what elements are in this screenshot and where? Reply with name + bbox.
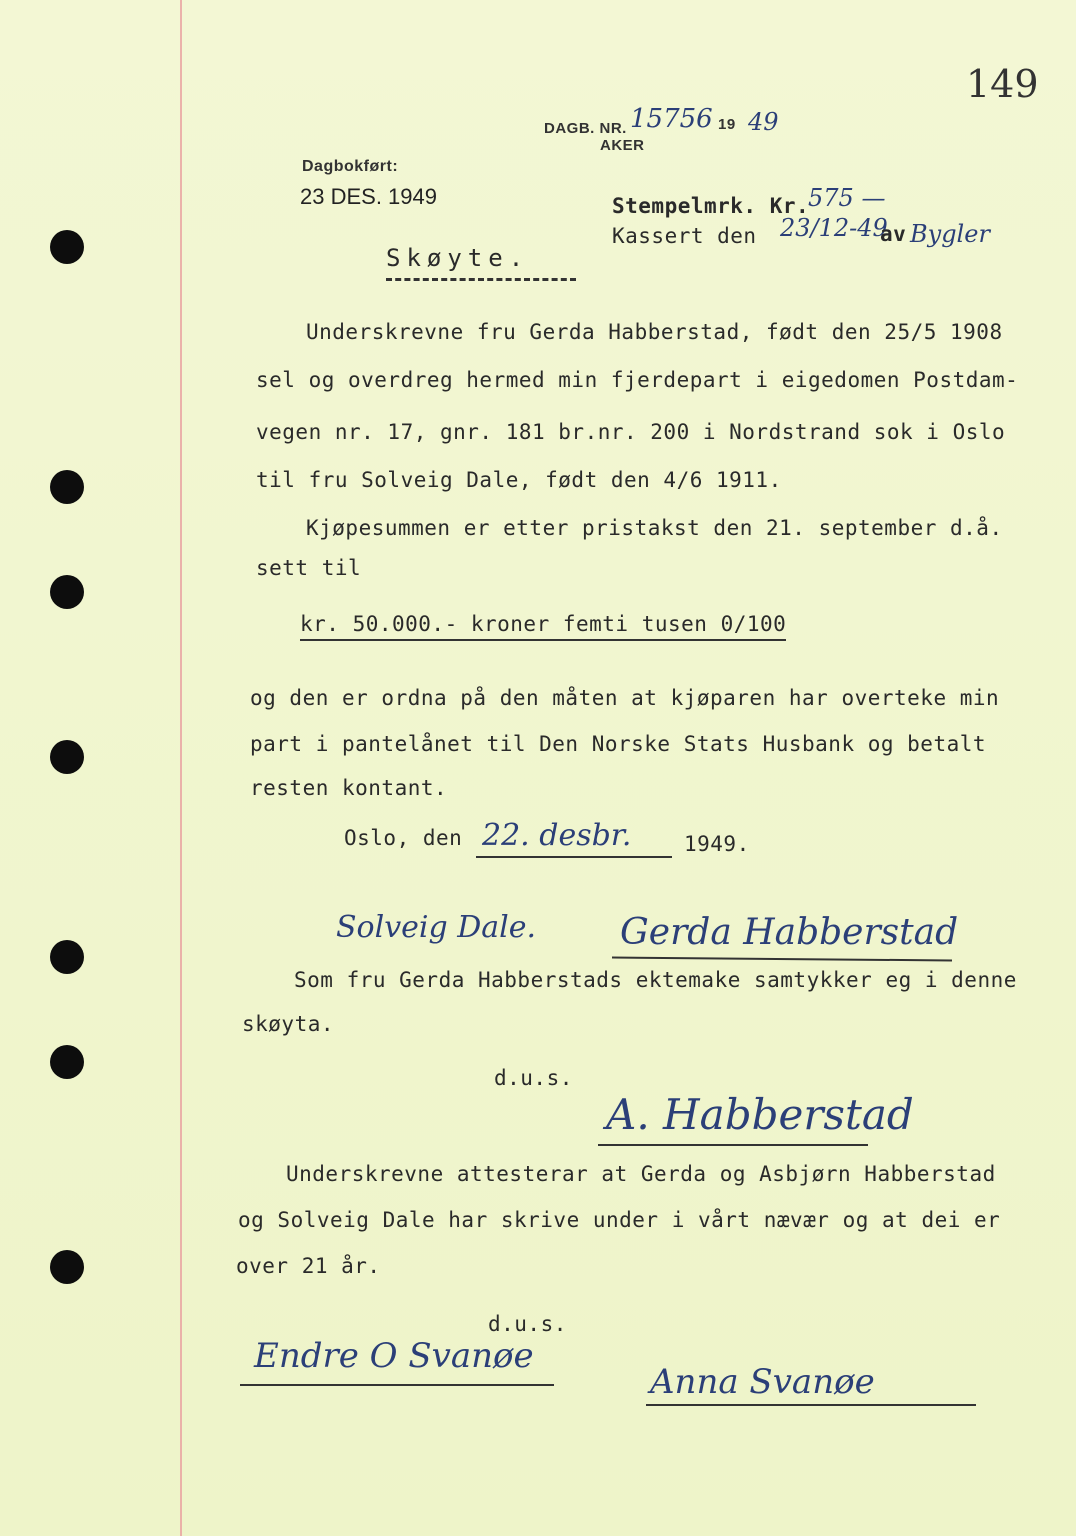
dagbokfort-date: 23 DES. 1949 [300,184,437,209]
kassert-label: Kassert den [612,224,757,248]
dagbokfort-label: Dagbokført: [302,158,399,175]
dateline-date: 22. desbr. [482,818,632,853]
p3-line-1: og den er ordna på den måten at kjøparen har overteke min [250,686,1000,710]
signature-gerda-habberstad: Gerda Habberstad [620,912,959,953]
signature-witness-right: Anna Svanøe [650,1362,875,1402]
consent-line-2: skøyta. [242,1012,335,1036]
stempel-amount: 575 — [808,184,886,212]
attest-line-2: og Solveig Dale har skrive under i vårt nævær og at dei er [238,1208,1001,1232]
signature-habberstad: A. Habberstad [606,1090,914,1139]
kassert-av-label: av [880,222,907,246]
punch-hole [50,470,84,504]
p1-line-4: til fru Solveig Dale, født den 4/6 1911. [256,468,782,492]
p1-line-3: vegen nr. 17, gnr. 181 br.nr. 200 i Nordstrand sok i Oslo [256,420,1006,444]
dateline-prefix: Oslo, den [344,826,463,850]
signature-2-underline [598,1144,868,1146]
punch-hole [50,575,84,609]
dateline-underline [476,856,672,858]
stempel-label: Stempelmrk. Kr. [612,194,810,218]
p3-line-3: resten kontant. [250,776,448,800]
signature-underline [612,957,952,962]
document-title: Skøyte. [386,244,576,281]
attest-line-1: Underskrevne attesterar at Gerda og Asbjørn Habberstad [286,1162,996,1186]
punch-hole [50,230,84,264]
consent-line-1: Som fru Gerda Habberstads ektemake samtykker eg i denne [294,968,1017,992]
kassert-signature: Bygler [910,220,990,248]
punch-hole [50,940,84,974]
signature-solveig-dale: Solveig Dale. [336,910,537,945]
punch-hole [50,740,84,774]
p2-line-2: sett til [256,556,362,580]
p2-line-1: Kjøpesummen er etter pristakst den 21. september d.å. [306,516,1003,540]
signature-witness-left: Endre O Svanøe [254,1336,534,1376]
p3-line-2: part i pantelånet til Den Norske Stats Husbank og betalt [250,732,987,756]
page-number: 149 [966,62,1039,106]
dagb-year: 49 [748,108,779,136]
margin-line [180,0,182,1536]
amount-line: kr. 50.000.- kroner femti tusen 0/100 [300,612,786,641]
witness-right-underline [646,1404,976,1406]
p1-line-2: sel og overdreg hermed min fjerdepart i eigedomen Postdam- [256,368,1019,392]
dus-2: d.u.s. [488,1312,567,1336]
dateline-year: 1949. [684,832,750,856]
p1-line-1: Underskrevne fru Gerda Habberstad, født den 25/5 1908 [306,320,1003,344]
dagb-year-prefix: 19 [718,116,736,133]
punch-hole [50,1045,84,1079]
dus-1: d.u.s. [494,1066,573,1090]
punch-hole [50,1250,84,1284]
kassert-date: 23/12-49 [780,214,888,242]
dagb-place: AKER [600,137,645,154]
attest-line-3: over 21 år. [236,1254,381,1278]
dagb-number: 15756 [630,104,713,134]
witness-left-underline [240,1384,554,1386]
dagb-label: DAGB. NR. [544,120,627,137]
